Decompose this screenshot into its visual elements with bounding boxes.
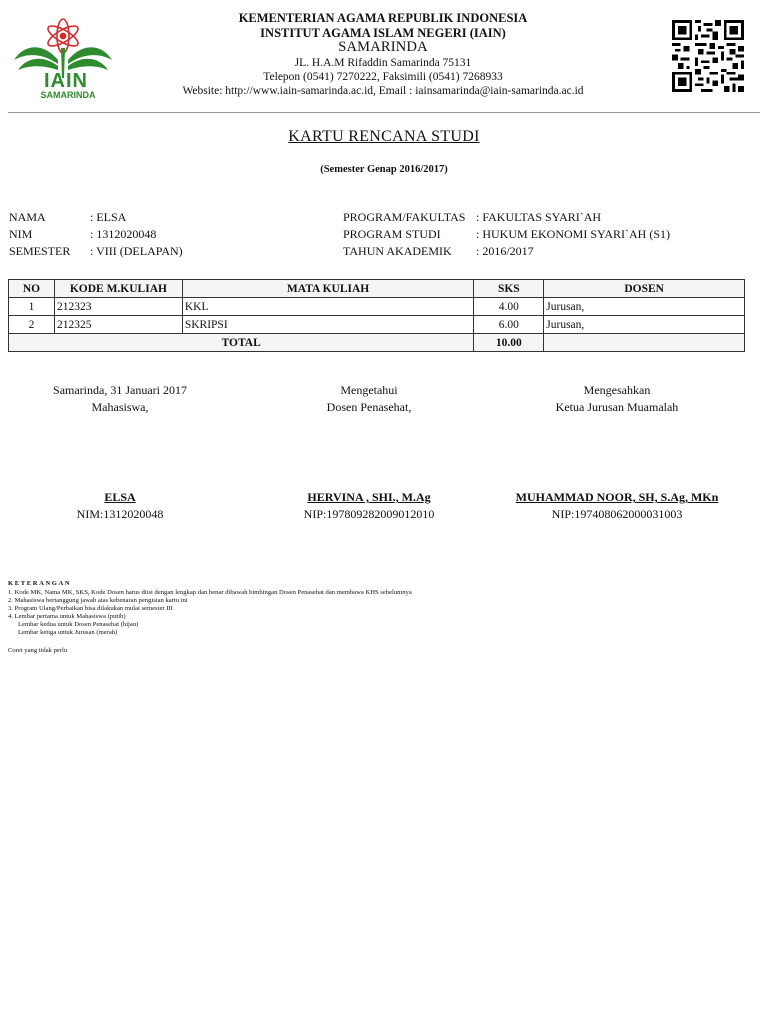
signature-name: HERVINA , SHI., M.Ag [307,490,431,504]
signature-line1: Mengesahkan [583,383,651,397]
signature-id: NIM:1312020048 [76,507,164,521]
student-signature-block [5,382,235,523]
document-title: KARTU RENCANA STUDI [288,128,480,145]
signature-role: Dosen Penasehat, [326,400,412,414]
note-item: 2. Mahasiswa bertanggung jawab atas kebenaran pengisian kartu ini [8,597,188,604]
website-email: Website: http://www.iain-samarinda.ac.id, Email : iainsamarinda@iain-samarinda.ac.id [182,85,584,97]
semester-value: : VIII (DELAPAN) [90,244,183,258]
note-item: 3. Program Ulang/Perbaikan bisa dilakukan mulai semester III [8,605,173,612]
signature-role: Mahasiswa, [91,400,149,414]
signature-name: ELSA [104,490,136,504]
year-label: TAHUN AKADEMIK [343,244,452,258]
head-signature-block [502,382,732,523]
cell-no: 1 [9,298,55,316]
cell-lecturer: Jurusan, [544,298,745,316]
qr-code-icon [672,20,744,92]
signature-id: NIP:197408062000031003 [551,507,683,521]
total-label: TOTAL [9,334,474,352]
signature-line1: Mengetahui [340,383,398,397]
semester-label: SEMESTER [9,244,71,258]
total-empty-cell [544,334,745,352]
cell-course: SKRIPSI [182,316,474,334]
name-label: NAMA [9,210,46,224]
table-row [9,316,745,334]
advisor-signature-block [254,382,484,523]
cell-no: 2 [9,316,55,334]
note-item: Lembar ketiga untuk Jurusan (merah) [18,629,118,636]
column-header-no: NO [9,280,55,298]
ministry-name: KEMENTERIAN AGAMA REPUBLIK INDONESIA [238,11,528,25]
year-value: : 2016/2017 [476,244,534,258]
cell-sks: 6.00 [474,316,544,334]
nim-value: : 1312020048 [90,227,157,241]
city-name: SAMARINDA [338,39,428,55]
total-sks: 10.00 [474,334,544,352]
logo-subtext: SAMARINDA [40,90,96,100]
signature-name: MUHAMMAD NOOR, SH, S.Ag, MKn [515,490,719,504]
phone-fax: Telepon (0541) 7270222, Faksimili (0541) 7268933 [263,71,503,83]
header-divider [8,112,760,113]
cell-code: 212323 [54,298,182,316]
cell-code: 212325 [54,316,182,334]
address: JL. H.A.M Rifaddin Samarinda 75131 [294,57,472,69]
institute-name: INSTITUT AGAMA ISLAM NEGERI (IAIN) [260,26,506,40]
note-item: 1. Kode MK, Nama MK, SKS, Kode Dosen harus diisi dengan lengkap dan benar dibawah bimbingan Dosen Penasehat dan membawa KHS sebelumnya [8,589,412,596]
cell-lecturer: Jurusan, [544,316,745,334]
signature-place-date: Samarinda, 31 Januari 2017 [53,383,187,397]
notes-footer: Coret yang tidak perlu [8,647,68,654]
cell-course: KKL [182,298,474,316]
notes-title: KETERANGAN [8,580,72,587]
column-header-code: KODE M.KULIAH [54,280,182,298]
nim-label: NIM [9,227,33,241]
faculty-label: PROGRAM/FAKULTAS [343,210,466,224]
cell-sks: 4.00 [474,298,544,316]
iain-logo [8,10,118,102]
note-item: Lembar kedua untuk Dosen Penasehat (hijau) [18,621,139,628]
table-total-row [9,334,745,352]
program-label: PROGRAM STUDI [343,227,441,241]
faculty-value: : FAKULTAS SYARI`AH [476,210,602,224]
table-row [9,298,745,316]
column-header-sks: SKS [474,280,544,298]
column-header-course: MATA KULIAH [182,280,474,298]
signature-id: NIP:197809282009012010 [303,507,435,521]
column-header-lecturer: DOSEN [544,280,745,298]
note-item: 4. Lembar pertama untuk Mahasiswa (putih) [8,613,126,620]
program-value: : HUKUM EKONOMI SYARI`AH (S1) [476,227,670,241]
logo-text: IAIN [44,70,88,92]
document-subtitle: (Semester Genap 2016/2017) [320,164,448,175]
table-header-row [9,280,745,298]
course-table [8,279,745,352]
signature-role: Ketua Jurusan Muamalah [555,400,679,414]
name-value: : ELSA [90,210,127,224]
